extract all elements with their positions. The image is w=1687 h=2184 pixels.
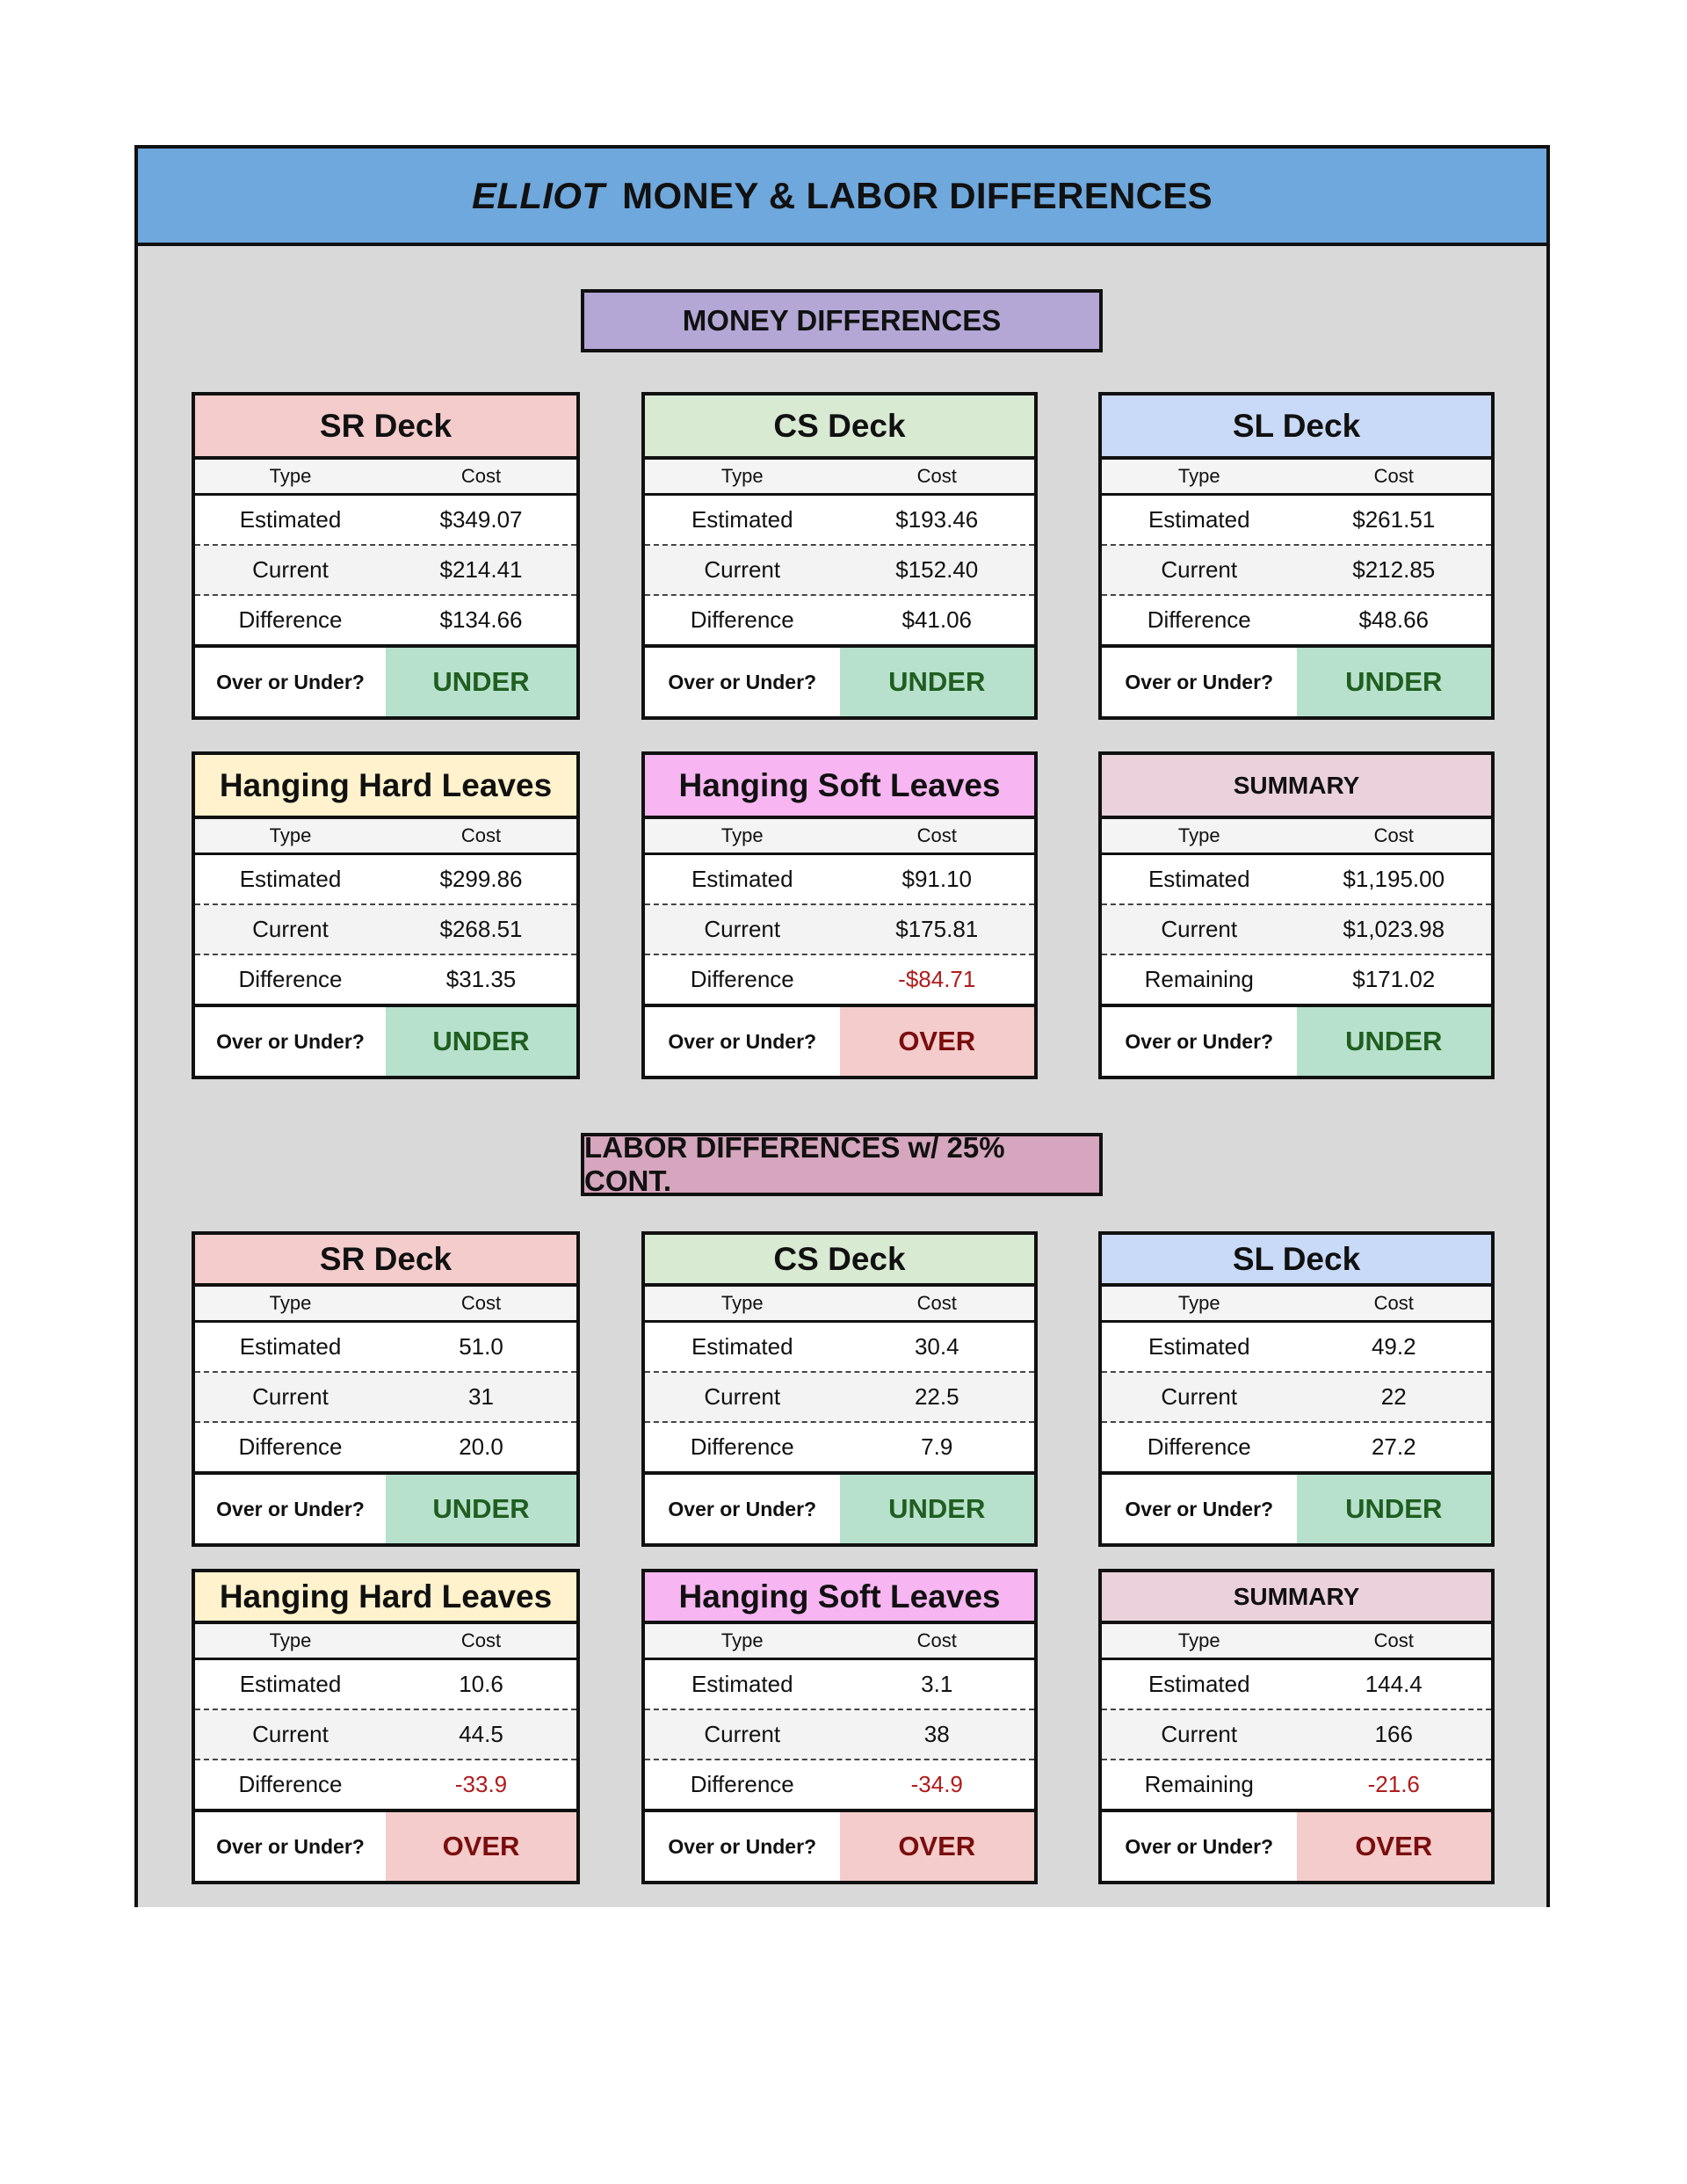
over-under-label: Over or Under? — [1125, 1834, 1274, 1858]
money-differences-heading: MONEY DIFFERENCES — [581, 289, 1103, 352]
row-value: $134.66 — [439, 606, 523, 633]
cost-column-header: Cost — [460, 1292, 502, 1314]
labor-hanging-hard-leaves-card — [192, 1569, 580, 1884]
table-row — [1102, 1710, 1491, 1760]
row-label: Current — [252, 1721, 329, 1747]
labor-differences-heading: LABOR DIFFERENCES w/ 25% CONT. — [581, 1133, 1103, 1196]
row-label: Difference — [1147, 606, 1251, 633]
sheet-panel — [134, 145, 1550, 1907]
row-label: Current — [704, 556, 781, 583]
labor-hanging-hard-leaves-title: Hanging Hard Leaves — [195, 1572, 576, 1624]
type-column-header: Type — [720, 824, 764, 846]
labor-sl-deck-header-row — [1102, 1287, 1491, 1323]
row-value: 22.5 — [914, 1383, 959, 1410]
labor-hanging-soft-leaves-header-row — [645, 1624, 1034, 1660]
money-summary-status-row — [1102, 1004, 1491, 1076]
over-under-label: Over or Under? — [216, 1834, 365, 1858]
labor-summary-title: SUMMARY — [1102, 1572, 1491, 1624]
row-label: Difference — [690, 1433, 794, 1460]
money-sr-deck-header-row — [195, 460, 576, 496]
table-row — [1102, 855, 1491, 905]
labor-hanging-hard-leaves-header-row — [195, 1624, 576, 1660]
labor-sr-deck-status-row — [195, 1471, 576, 1543]
over-under-label: Over or Under? — [216, 1497, 365, 1520]
cost-column-header: Cost — [460, 824, 502, 846]
row-value: 3.1 — [921, 1671, 953, 1697]
cost-column-header: Cost — [916, 1292, 957, 1314]
type-column-header: Type — [1177, 1292, 1220, 1314]
row-value: $48.66 — [1358, 606, 1430, 633]
money-cs-deck-card — [641, 392, 1038, 720]
table-row — [645, 546, 1034, 596]
row-label: Estimated — [691, 1333, 793, 1360]
table-row — [1102, 596, 1491, 644]
row-value: 22 — [1380, 1383, 1407, 1410]
title-rest: MONEY & LABOR DIFFERENCES — [622, 174, 1213, 216]
type-column-header: Type — [720, 1629, 764, 1651]
money-hanging-hard-leaves-status-row — [195, 1004, 576, 1076]
table-row — [645, 1710, 1034, 1760]
row-label: Estimated — [1148, 1333, 1250, 1360]
status-badge: OVER — [840, 1812, 1035, 1881]
table-row — [645, 855, 1034, 905]
row-label: Current — [704, 1721, 781, 1747]
row-label: Difference — [238, 1771, 343, 1797]
title-name: ELLIOT — [472, 174, 605, 216]
labor-summary-header-row — [1102, 1624, 1491, 1660]
status-badge: UNDER — [1297, 1007, 1492, 1076]
row-value: 27.2 — [1371, 1433, 1416, 1460]
table-row — [645, 1760, 1034, 1809]
table-row — [1102, 1373, 1491, 1423]
status-badge: UNDER — [1297, 1475, 1492, 1543]
money-sl-deck-header-row — [1102, 460, 1491, 496]
status-badge: UNDER — [840, 648, 1035, 716]
row-label: Difference — [690, 966, 794, 992]
money-hanging-soft-leaves-title: Hanging Soft Leaves — [645, 755, 1034, 819]
row-label: Current — [1161, 916, 1238, 942]
cost-column-header: Cost — [916, 824, 957, 846]
labor-hanging-soft-leaves-status-row — [645, 1809, 1034, 1881]
money-hanging-hard-leaves-header-row — [195, 819, 576, 855]
table-row — [645, 1323, 1034, 1373]
labor-summary-card — [1098, 1569, 1495, 1884]
money-sr-deck-card — [192, 392, 580, 720]
table-row — [1102, 955, 1491, 1004]
table-row — [645, 1373, 1034, 1423]
labor-hanging-soft-leaves-card — [641, 1569, 1038, 1884]
row-label: Current — [252, 556, 329, 583]
row-value: 49.2 — [1371, 1333, 1416, 1360]
type-column-header: Type — [1177, 824, 1220, 846]
row-value: $212.85 — [1352, 556, 1436, 583]
row-label: Estimated — [239, 1671, 342, 1697]
table-row — [1102, 1760, 1491, 1809]
row-label: Estimated — [1148, 1671, 1250, 1697]
money-hanging-hard-leaves-title: Hanging Hard Leaves — [195, 755, 576, 819]
over-under-label: Over or Under? — [1125, 1497, 1274, 1520]
type-column-header: Type — [269, 824, 312, 846]
table-row — [1102, 1323, 1491, 1373]
over-under-label: Over or Under? — [1125, 1029, 1274, 1053]
row-value: $1,195.00 — [1343, 866, 1445, 892]
table-row — [195, 1660, 576, 1710]
money-sr-deck-status-row — [195, 644, 576, 716]
table-row — [195, 596, 576, 644]
table-row — [195, 1423, 576, 1471]
row-value: 144.4 — [1365, 1671, 1423, 1697]
row-value: $268.51 — [439, 916, 523, 942]
money-hanging-soft-leaves-card — [641, 751, 1038, 1079]
row-value: $1,023.98 — [1343, 916, 1445, 942]
row-value: $91.10 — [901, 866, 973, 892]
labor-cs-deck-card — [641, 1231, 1038, 1547]
over-under-label: Over or Under? — [216, 1029, 365, 1053]
status-badge: UNDER — [386, 648, 576, 716]
row-value: 51.0 — [459, 1333, 503, 1360]
row-label: Difference — [1147, 1433, 1251, 1460]
row-value: $214.41 — [439, 556, 523, 583]
labor-hanging-hard-leaves-status-row — [195, 1809, 576, 1881]
money-hanging-soft-leaves-status-row — [645, 1004, 1034, 1076]
row-value: $299.86 — [439, 866, 523, 892]
money-sl-deck-card — [1098, 392, 1495, 720]
row-label: Remaining — [1144, 966, 1254, 992]
type-column-header: Type — [269, 465, 312, 487]
table-row — [195, 1373, 576, 1423]
cost-column-header: Cost — [1373, 1629, 1414, 1651]
money-summary-card — [1098, 751, 1495, 1079]
table-row — [195, 1323, 576, 1373]
row-label: Estimated — [691, 866, 793, 892]
over-under-label: Over or Under? — [668, 1834, 817, 1858]
money-cs-deck-header-row — [645, 460, 1034, 496]
row-label: Difference — [238, 966, 343, 992]
status-badge: OVER — [1297, 1812, 1492, 1881]
table-row — [1102, 496, 1491, 546]
table-row — [1102, 546, 1491, 596]
row-value: -34.9 — [910, 1771, 963, 1797]
row-label: Estimated — [239, 506, 342, 533]
row-value: $175.81 — [895, 916, 979, 942]
row-value: $31.35 — [445, 966, 517, 992]
type-column-header: Type — [269, 1629, 312, 1651]
table-row — [1102, 1423, 1491, 1471]
type-column-header: Type — [720, 465, 764, 487]
row-label: Estimated — [1148, 866, 1250, 892]
row-value: -$84.71 — [898, 966, 976, 992]
money-summary-header-row — [1102, 819, 1491, 855]
money-hanging-hard-leaves-card — [192, 751, 580, 1079]
cost-column-header: Cost — [460, 465, 502, 487]
table-row — [645, 1660, 1034, 1710]
cost-column-header: Cost — [916, 465, 957, 487]
over-under-label: Over or Under? — [216, 670, 365, 693]
row-label: Difference — [238, 606, 343, 633]
row-label: Estimated — [239, 1333, 342, 1360]
table-row — [645, 1423, 1034, 1471]
status-badge: OVER — [386, 1812, 576, 1881]
row-value: 166 — [1374, 1721, 1413, 1747]
labor-cs-deck-title: CS Deck — [645, 1235, 1034, 1287]
table-row — [645, 596, 1034, 644]
money-sl-deck-status-row — [1102, 644, 1491, 716]
row-value: 30.4 — [914, 1333, 959, 1360]
row-value: $171.02 — [1352, 966, 1436, 992]
over-under-label: Over or Under? — [1125, 670, 1274, 693]
row-value: $261.51 — [1352, 506, 1436, 533]
row-label: Estimated — [239, 866, 342, 892]
row-label: Remaining — [1144, 1771, 1254, 1797]
money-cs-deck-status-row — [645, 644, 1034, 716]
labor-cs-deck-status-row — [645, 1471, 1034, 1543]
money-hanging-soft-leaves-header-row — [645, 819, 1034, 855]
labor-hanging-soft-leaves-title: Hanging Soft Leaves — [645, 1572, 1034, 1624]
table-row — [645, 496, 1034, 546]
row-label: Current — [704, 1383, 781, 1410]
row-value: -33.9 — [454, 1771, 508, 1797]
labor-sl-deck-status-row — [1102, 1471, 1491, 1543]
labor-sr-deck-header-row — [195, 1287, 576, 1323]
money-sr-deck-title: SR Deck — [195, 395, 576, 460]
row-label: Estimated — [1148, 506, 1250, 533]
row-value: $152.40 — [895, 556, 979, 583]
row-label: Current — [252, 916, 329, 942]
table-row — [195, 496, 576, 546]
money-summary-title: SUMMARY — [1102, 755, 1491, 819]
row-value: -21.6 — [1367, 1771, 1420, 1797]
row-value: 44.5 — [459, 1721, 503, 1747]
table-row — [645, 905, 1034, 955]
over-under-label: Over or Under? — [668, 1497, 817, 1520]
row-value: 7.9 — [921, 1433, 953, 1460]
over-under-label: Over or Under? — [668, 670, 817, 693]
labor-sr-deck-title: SR Deck — [195, 1235, 576, 1287]
table-row — [195, 546, 576, 596]
labor-cs-deck-header-row — [645, 1287, 1034, 1323]
status-badge: OVER — [840, 1007, 1035, 1076]
status-badge: UNDER — [386, 1475, 576, 1543]
row-value: 20.0 — [459, 1433, 503, 1460]
cost-column-header: Cost — [1373, 465, 1414, 487]
row-value: $193.46 — [895, 506, 979, 533]
row-value: 38 — [923, 1721, 950, 1747]
type-column-header: Type — [269, 1292, 312, 1314]
cost-column-header: Cost — [460, 1629, 502, 1651]
row-value: $349.07 — [439, 506, 523, 533]
row-label: Current — [704, 916, 781, 942]
labor-sl-deck-card — [1098, 1231, 1495, 1547]
table-row — [195, 905, 576, 955]
labor-sl-deck-title: SL Deck — [1102, 1235, 1491, 1287]
row-label: Current — [1161, 556, 1238, 583]
row-label: Difference — [690, 606, 794, 633]
row-label: Estimated — [691, 1671, 793, 1697]
row-label: Current — [1161, 1383, 1238, 1410]
row-label: Estimated — [691, 506, 793, 533]
status-badge: UNDER — [1297, 648, 1492, 716]
status-badge: UNDER — [840, 1475, 1035, 1543]
table-row — [645, 955, 1034, 1004]
row-label: Difference — [238, 1433, 343, 1460]
type-column-header: Type — [1177, 465, 1220, 487]
row-value: 31 — [468, 1383, 494, 1410]
labor-summary-status-row — [1102, 1809, 1491, 1881]
over-under-label: Over or Under? — [668, 1029, 817, 1053]
table-row — [195, 1760, 576, 1809]
page-title — [138, 149, 1546, 246]
table-row — [195, 955, 576, 1004]
type-column-header: Type — [720, 1292, 764, 1314]
status-badge: UNDER — [386, 1007, 576, 1076]
table-row — [195, 855, 576, 905]
table-row — [1102, 905, 1491, 955]
money-sl-deck-title: SL Deck — [1102, 395, 1491, 460]
row-label: Current — [1161, 1721, 1238, 1747]
table-row — [195, 1710, 576, 1760]
row-value: 10.6 — [459, 1671, 503, 1697]
row-value: $41.06 — [901, 606, 973, 633]
cost-column-header: Cost — [1373, 1292, 1414, 1314]
cost-column-header: Cost — [916, 1629, 957, 1651]
type-column-header: Type — [1177, 1629, 1220, 1651]
money-cs-deck-title: CS Deck — [645, 395, 1034, 460]
row-label: Current — [252, 1383, 329, 1410]
table-row — [1102, 1660, 1491, 1710]
row-label: Difference — [690, 1771, 794, 1797]
cost-column-header: Cost — [1373, 824, 1414, 846]
labor-sr-deck-card — [192, 1231, 580, 1547]
